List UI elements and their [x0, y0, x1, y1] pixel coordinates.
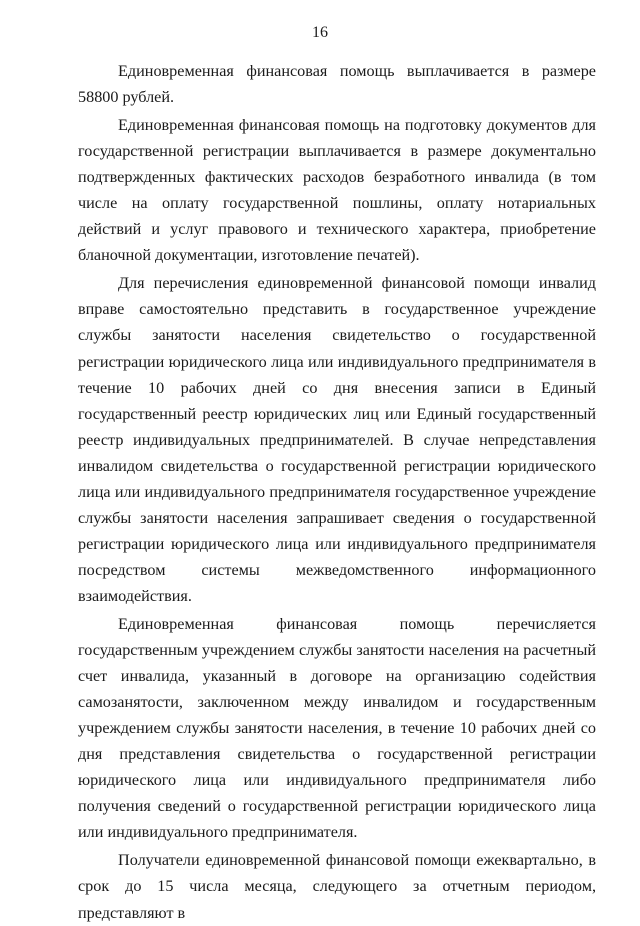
- paragraph-certificate-submission: Для перечисления единовременной финансовой помощи инвалид вправе самостоятельно представить в государственное учреждение службы занятости населения свидетельство о государственной регистрации юридического лица или индивидуального предпринимателя в течение 10 рабочих дней со дня внесения записи в Единый государственный реестр юридических лиц или Единый государственный реестр индивидуальных предпринимателей. В случае непредставления инвалидом свидетельства о государственной регистрации юридического лица или индивидуального предпринимателя государственное учреждение службы занятости населения запрашивает сведения о государственной регистрации юридического лица или индивидуального предпринимателя посредством системы межведомственного информационного взаимодействия.: [78, 274, 596, 605]
- paragraph-payment-amount: Единовременная финансовая помощь выплачивается в размере 58800 рублей.: [78, 62, 596, 107]
- page-number: 16: [312, 24, 328, 41]
- paragraph-registration-costs: Единовременная финансовая помощь на подготовку документов для государственной регистрации выплачивается в размере документально подтвержденных фактических расходов безработного инвалида (в том числе на оплату государственной пошлины, оплату нотариальных действий и услуг правового и технического характера, приобретение бланочной документации, изготовление печатей).: [78, 116, 596, 265]
- paragraph-transfer-to-account: Единовременная финансовая помощь перечисляется государственным учреждением службы занятости населения на расчетный счет инвалида, указанный в договоре на организацию содействия самозанятости, заключенном между инвалидом и государственным учреждением службы занятости населения, в течение 10 рабочих дней со дня представления свидетельства о государственной регистрации юридического лица или индивидуального предпринимателя либо получения сведений о государственной регистрации юридического лица или индивидуального предпринимателя.: [78, 614, 596, 842]
- paragraph-quarterly-report: Получатели единовременной финансовой помощи ежеквартально, в срок до 15 числа месяца, следующего за отчетным периодом, представляют в: [78, 851, 596, 922]
- document-body: [78, 58, 596, 926]
